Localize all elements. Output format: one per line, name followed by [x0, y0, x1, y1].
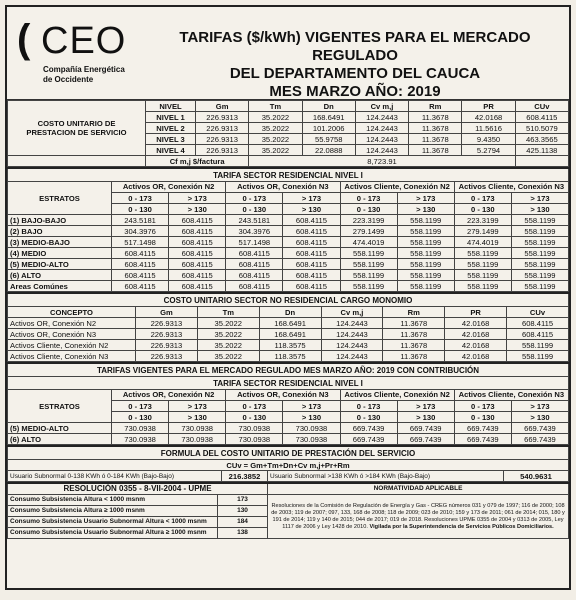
table-cell: 608.4115 [283, 226, 340, 237]
table-cell: NIVEL 4 [146, 145, 196, 156]
table-cell: Activos Cliente, Conexión N2 [340, 390, 454, 401]
table-cell: 558.1199 [340, 259, 397, 270]
table-cell: 558.1199 [454, 270, 511, 281]
table-cell: (6) ALTO [8, 270, 112, 281]
table-cell: 608.4115 [507, 329, 569, 340]
table-cell: 168.6491 [259, 329, 321, 340]
table-cell: (6) ALTO [8, 434, 112, 445]
table-cell: > 173 [169, 401, 226, 412]
table-cell: 0 - 130 [112, 412, 169, 423]
table-cell: NIVEL 2 [146, 123, 196, 134]
tariff-sheet [5, 5, 571, 590]
table-cell: 510.5079 [515, 123, 568, 134]
table-cell: 608.4115 [169, 259, 226, 270]
table-cell: Activos Cliente, Conexión N3 [8, 351, 136, 362]
table-cell: > 173 [511, 401, 568, 412]
table-cell: 0 - 173 [454, 401, 511, 412]
table-cell: 223.3199 [340, 215, 397, 226]
table-cell: Consumo Subsistencia Altura ≥ 1000 msnm [8, 506, 218, 517]
table-cell: 730.0938 [283, 423, 340, 434]
table-row [8, 340, 569, 351]
table-cell: 8,723.91 [249, 156, 515, 167]
table-row [8, 434, 569, 445]
table-cell: 558.1199 [397, 259, 454, 270]
section-subtitle: TARIFA SECTOR RESIDENCIAL NIVEL I [8, 377, 569, 390]
table-cell: 669.7439 [454, 423, 511, 434]
logo-subtitle: Compañía Energética de Occidente [43, 65, 125, 84]
cf-row [8, 156, 569, 167]
table-cell: 608.4115 [226, 281, 283, 292]
table-cell: 558.1199 [397, 226, 454, 237]
table-cell: 35.2022 [197, 340, 259, 351]
table-cell: Activos OR, Conexión N3 [8, 329, 136, 340]
table-cell: 558.1199 [511, 281, 568, 292]
table-cell: Areas Comúnes [8, 281, 112, 292]
table-cell: (5) MEDIO-ALTO [8, 423, 112, 434]
table-cell: 730.0938 [112, 423, 169, 434]
table-cell: 124.2443 [321, 351, 383, 362]
table-cell: 608.4115 [283, 237, 340, 248]
table-cell: 730.0938 [226, 434, 283, 445]
table-cell: 35.2022 [197, 351, 259, 362]
table-cell: 0 - 173 [112, 193, 169, 204]
table-cell: 35.2022 [197, 318, 259, 329]
table-cell: 558.1199 [397, 248, 454, 259]
table-cell: 608.4115 [515, 112, 568, 123]
table-cell: 124.2443 [355, 123, 408, 134]
table-cell: 0 - 130 [454, 412, 511, 423]
col-header: Gm [196, 101, 249, 112]
table-cell: 11.5616 [462, 123, 515, 134]
col-header: Rm [409, 101, 462, 112]
table-cell: 11.3678 [383, 318, 445, 329]
table-row [8, 318, 569, 329]
ceo-logo [15, 17, 137, 97]
table-cell: Usuario Subnormal >138 KWh ó >184 KWh (Bajo-Bajo) [268, 471, 504, 482]
table-cell: 42.0168 [445, 329, 507, 340]
table-cell: CUv [507, 307, 569, 318]
table-cell: 608.4115 [283, 259, 340, 270]
table-cell: 730.0938 [169, 423, 226, 434]
table-cell: 22.0888 [302, 145, 355, 156]
table-cell: 118.3575 [259, 340, 321, 351]
table-cell: 0 - 173 [340, 193, 397, 204]
table-cell: 558.1199 [397, 281, 454, 292]
table-cell: 669.7439 [340, 423, 397, 434]
table-cell: 730.0938 [112, 434, 169, 445]
table-cell: > 173 [511, 193, 568, 204]
table-cell: PR [445, 307, 507, 318]
table-cell: Consumo Subsistencia Altura < 1000 msnm [8, 495, 218, 506]
table-cell: 0 - 130 [340, 412, 397, 423]
table-cell: 558.1199 [507, 340, 569, 351]
table-cell: 425.1138 [515, 145, 568, 156]
table-cell: Rm [383, 307, 445, 318]
table-cell: 730.0938 [169, 434, 226, 445]
table-cell: 118.3575 [259, 351, 321, 362]
table-cell: 730.0938 [226, 423, 283, 434]
table-cell: ESTRATOS [8, 390, 112, 423]
table-cell: NIVEL 3 [146, 134, 196, 145]
residential-table [7, 167, 569, 292]
table-cell: 0 - 130 [454, 204, 511, 215]
table-cell: 243.5181 [112, 215, 169, 226]
footer-table [7, 482, 569, 539]
table-row [8, 351, 569, 362]
table-cell: 226.9313 [136, 351, 198, 362]
table-row [8, 215, 569, 226]
table-cell: Cf m,j $/factura [146, 156, 249, 167]
table-cell: 101.2006 [302, 123, 355, 134]
table-cell: > 130 [169, 204, 226, 215]
table-cell: (5) MEDIO-ALTO [8, 259, 112, 270]
table-row [8, 329, 569, 340]
table-cell: 540.9631 [504, 471, 569, 482]
table-cell: 226.9313 [136, 329, 198, 340]
table-cell: 226.9313 [196, 123, 249, 134]
table-row [8, 259, 569, 270]
table-cell: > 173 [397, 401, 454, 412]
table-cell: 558.1199 [340, 281, 397, 292]
table-cell: CONCEPTO [8, 307, 136, 318]
table-cell: 608.4115 [169, 270, 226, 281]
table-cell: 608.4115 [283, 270, 340, 281]
formula-table [7, 445, 569, 482]
section-title: TARIFA SECTOR RESIDENCIAL NIVEL I [8, 168, 569, 182]
table-cell: 226.9313 [136, 318, 198, 329]
estratos-label: ESTRATOS [8, 182, 112, 215]
table-cell: 243.5181 [226, 215, 283, 226]
header [7, 7, 569, 100]
table-cell: 517.1498 [226, 237, 283, 248]
table-cell: Gm [136, 307, 198, 318]
table-cell: 0 - 130 [340, 204, 397, 215]
table-cell: 168.6491 [259, 318, 321, 329]
table-cell: 558.1199 [397, 215, 454, 226]
table-cell: 608.4115 [112, 281, 169, 292]
table-cell: 608.4115 [226, 248, 283, 259]
section-title: FORMULA DEL COSTO UNITARIO DE PRESTACIÓN DEL SERVICIO [8, 446, 569, 460]
table-cell: 304.3976 [112, 226, 169, 237]
col-header: CUv [515, 101, 568, 112]
table-cell: 608.4115 [283, 215, 340, 226]
table-cell: 124.2443 [321, 318, 383, 329]
table-cell: 608.4115 [283, 248, 340, 259]
group-header: Activos OR, Conexión N2 [112, 182, 226, 193]
table-cell: Cv m,j [321, 307, 383, 318]
table-cell: NIVEL 1 [146, 112, 196, 123]
table-cell: > 130 [397, 204, 454, 215]
table-cell: 558.1199 [397, 270, 454, 281]
table-cell: Activos Cliente, Conexión N2 [8, 340, 136, 351]
table-cell: 11.3678 [383, 329, 445, 340]
table-cell: 558.1199 [511, 259, 568, 270]
table-cell: Usuario Subnormal 0-138 KWh ó 0-184 KWh (Bajo-Bajo) [8, 471, 222, 482]
table-cell: 11.3678 [409, 134, 462, 145]
table-cell: Activos OR, Conexión N3 [226, 390, 340, 401]
table-cell: 608.4115 [112, 248, 169, 259]
table-cell: 35.2022 [249, 112, 302, 123]
table-cell: Activos Cliente, Conexión N3 [454, 390, 568, 401]
table-cell: 35.2022 [197, 329, 259, 340]
table-cell: 608.4115 [112, 259, 169, 270]
table-cell: 138 [218, 528, 268, 539]
table-cell: 226.9313 [136, 340, 198, 351]
table-cell: 558.1199 [511, 237, 568, 248]
table-cell: (1) BAJO-BAJO [8, 215, 112, 226]
table-cell: 124.2443 [321, 340, 383, 351]
norm-title: NORMATIVIDAD APLICABLE [268, 483, 569, 495]
table-cell: 55.9758 [302, 134, 355, 145]
table-cell [8, 156, 146, 167]
table-cell: 0 - 173 [112, 401, 169, 412]
table-cell: 0 - 173 [226, 401, 283, 412]
table-cell: > 173 [283, 193, 340, 204]
table-cell: > 130 [511, 204, 568, 215]
table-cell: 124.2443 [355, 134, 408, 145]
table-cell: Consumo Subsistencia Usuario Subnormal Altura ≥ 1000 msnm [8, 528, 218, 539]
table-cell: (4) MEDIO [8, 248, 112, 259]
table-cell: > 173 [169, 193, 226, 204]
formula-expression: CUv = Gm+Tm+Dn+Cv m,j+Pr+Rm [8, 460, 569, 471]
table-cell: 279.1499 [454, 226, 511, 237]
table-cell: 184 [218, 517, 268, 528]
table-cell: 558.1199 [454, 248, 511, 259]
table-cell: 11.3678 [383, 351, 445, 362]
table-row [8, 270, 569, 281]
table-cell: 669.7439 [511, 434, 568, 445]
table-cell [515, 156, 568, 167]
table-cell: 0 - 173 [226, 193, 283, 204]
table-cell: Activos OR, Conexión N2 [112, 390, 226, 401]
col-header: Cv m,j [355, 101, 408, 112]
table-cell: 226.9313 [196, 112, 249, 123]
table-cell: 558.1199 [340, 248, 397, 259]
group-header: Activos Cliente, Conexión N3 [454, 182, 568, 193]
table-cell: 669.7439 [397, 423, 454, 434]
table-cell: 0 - 130 [226, 412, 283, 423]
table-cell: 669.7439 [340, 434, 397, 445]
table-cell: 463.3565 [515, 134, 568, 145]
table-cell: 11.3678 [383, 340, 445, 351]
table-cell: 608.4115 [169, 215, 226, 226]
table-cell: 42.0168 [445, 340, 507, 351]
table-cell: 608.4115 [169, 237, 226, 248]
table-cell: 558.1199 [454, 259, 511, 270]
table-cell: 173 [218, 495, 268, 506]
table-cell: > 130 [283, 412, 340, 423]
table-cell: 608.4115 [283, 281, 340, 292]
table-row [8, 248, 569, 259]
table-cell: (2) BAJO [8, 226, 112, 237]
table-cell: 11.3678 [409, 112, 462, 123]
table-cell: 669.7439 [397, 434, 454, 445]
table-cell: 11.3678 [409, 145, 462, 156]
table-row [8, 423, 569, 434]
table-cell: 35.2022 [249, 123, 302, 134]
table-cell: > 130 [169, 412, 226, 423]
logo-leaf-icon: ( [17, 17, 31, 61]
table-row [8, 237, 569, 248]
table-cell: 558.1199 [397, 237, 454, 248]
table-cell: 5.2794 [462, 145, 515, 156]
table-cell: 223.3199 [454, 215, 511, 226]
table-cell: 279.1499 [340, 226, 397, 237]
group-header: Activos OR, Conexión N3 [226, 182, 340, 193]
col-header: NIVEL [146, 101, 196, 112]
table-cell: 0 - 173 [454, 193, 511, 204]
table-cell: Dn [259, 307, 321, 318]
table-cell: > 173 [283, 401, 340, 412]
table-cell: > 173 [397, 193, 454, 204]
table-cell: 558.1199 [511, 270, 568, 281]
table-cell: 608.4115 [226, 270, 283, 281]
table-cell: 11.3678 [409, 123, 462, 134]
table-cell: 608.4115 [226, 259, 283, 270]
table-cell: 558.1199 [511, 215, 568, 226]
table-cell: 42.0168 [462, 112, 515, 123]
table-cell: Consumo Subsistencia Usuario Subnormal Altura < 1000 msnm [8, 517, 218, 528]
table-row [8, 226, 569, 237]
table-cell: Activos OR, Conexión N2 [8, 318, 136, 329]
section-title: COSTO UNITARIO SECTOR NO RESIDENCIAL CARGO MONOMIO [8, 293, 569, 307]
table-cell: 124.2443 [355, 145, 408, 156]
table-cell: 669.7439 [454, 434, 511, 445]
table-cell: 730.0938 [283, 434, 340, 445]
table-cell: 558.1199 [511, 248, 568, 259]
cu-table [7, 100, 569, 167]
table-cell: 304.3976 [226, 226, 283, 237]
table-cell: 124.2443 [321, 329, 383, 340]
table-cell: 130 [218, 506, 268, 517]
table-cell: 35.2022 [249, 134, 302, 145]
table-cell: (3) MEDIO-BAJO [8, 237, 112, 248]
table-cell: 608.4115 [169, 281, 226, 292]
table-cell: 0 - 130 [112, 204, 169, 215]
table-cell: 558.1199 [507, 351, 569, 362]
table-cell: 517.1498 [112, 237, 169, 248]
table-cell: 226.9313 [196, 145, 249, 156]
table-cell: 42.0168 [445, 318, 507, 329]
group-header: Activos Cliente, Conexión N2 [340, 182, 454, 193]
table-cell: 226.9313 [196, 134, 249, 145]
logo-wordmark: CEO [41, 20, 127, 62]
resolution-title: RESOLUCIÓN 0355 - 8-VII-2004 - UPME [8, 483, 268, 495]
table-cell: 608.4115 [507, 318, 569, 329]
table-cell: 474.4019 [454, 237, 511, 248]
non-residential-table [7, 292, 569, 362]
table-cell: 608.4115 [112, 270, 169, 281]
table-cell: 558.1199 [454, 281, 511, 292]
table-cell: 42.0168 [445, 351, 507, 362]
table-cell: 669.7439 [511, 423, 568, 434]
section-title: TARIFAS VIGENTES PARA EL MERCADO REGULADO MES MARZO AÑO: 2019 CON CONTRIBUCIÓN [8, 363, 569, 377]
table-cell: 124.2443 [355, 112, 408, 123]
norm-text: Resoluciones de la Comisión de Regulación de Energía y Gas - CREG números 031 y 079 de 1997; 116 de 2000; 108 de 2003; 119 de 2007; 097, 133, 168 de 2008; 118 de 2009; 023 de 2010; 159 y 173 de 2011; 061 de 2014; 015, 180 y 191 de 2014; 119 y 140 de 2015; 044 de 2017; 019 de 2018. Resoluciones UPME 0355 de 2004 y 0313 de 2005, Ley 1117 de 2006 y Ley 1428 de 2010. Vigilada por la Superintendencia de Servicios Públicos Domiciliarios. [268, 495, 569, 539]
table-cell: 0 - 130 [226, 204, 283, 215]
table-cell: 558.1199 [511, 226, 568, 237]
page-title: TARIFAS ($/kWh) VIGENTES PARA EL MERCADO REGULADO DEL DEPARTAMENTO DEL CAUCA MES MARZO AÑO: 2019 [179, 29, 531, 100]
table-cell: 216.3852 [222, 471, 268, 482]
col-header: PR [462, 101, 515, 112]
table-cell: 168.6491 [302, 112, 355, 123]
table-cell: 0 - 173 [340, 401, 397, 412]
cu-label: COSTO UNITARIO DE PRESTACION DE SERVICIO [8, 101, 146, 156]
table-cell: > 130 [397, 412, 454, 423]
table-cell: > 130 [283, 204, 340, 215]
table-cell: 9.4350 [462, 134, 515, 145]
table-cell: 608.4115 [169, 226, 226, 237]
table-cell: Tm [197, 307, 259, 318]
col-header: Tm [249, 101, 302, 112]
table-cell: 608.4115 [169, 248, 226, 259]
contribution-table [7, 362, 569, 445]
table-row [8, 281, 569, 292]
table-cell: 558.1199 [340, 270, 397, 281]
table-cell: 474.4019 [340, 237, 397, 248]
col-header: Dn [302, 101, 355, 112]
table-cell: 35.2022 [249, 145, 302, 156]
table-cell: > 130 [511, 412, 568, 423]
